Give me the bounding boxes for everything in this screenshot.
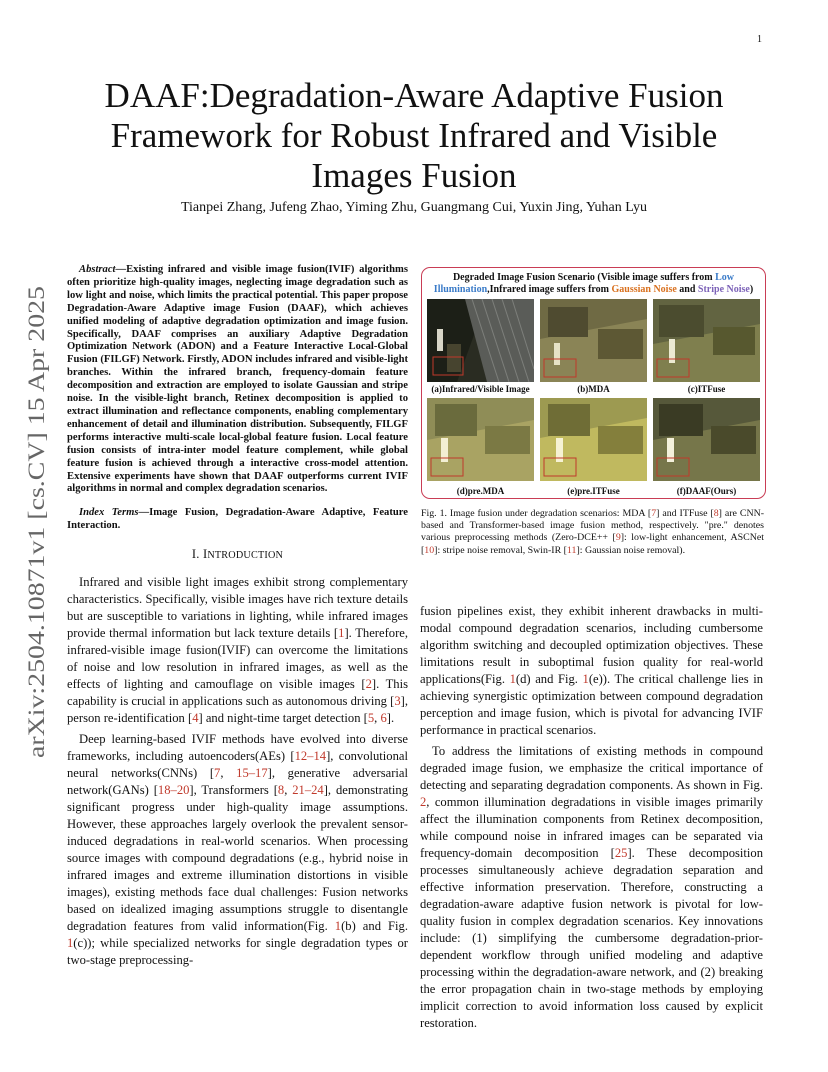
panel-e-label: (e)pre.ITFuse (567, 486, 620, 496)
text: ]: Gaussian noise removal). (576, 544, 686, 556)
figure-panel-a-image (427, 299, 534, 382)
abstract-text: —Existing infrared and visible image fusion(IVIF) algorithms often prioritize high-quality images, neglecting image degradation such as low light and noise, which limits the practical potential. This paper propose Degradation-Aware Adaptive image Fusion (DAAF), which achieves unified modeling of adaptive degradation optimization and image fusion. Specifically, DAAF comprises an auxiliary Adaptive Degradation Optimization Network (ADON) and a Feature Interactive Local-Global Fusion (FILGF) Network. Firstly, ADON includes infrared and visible-light branches. Within the infrared branch, frequency-domain feature decomposition and extraction are employed to isolate Gaussian and stripe noise. In the visible-light branch, Retinex decomposition is applied to extract illumination and reflectance components, enabling complementary enhancement of detail and illumination distribution. Subsequently, FILGF performs interactive multi-scale local-global feature fusion. Local feature fusion consists of intra-inter model feature complement, while global feature fusion is achieved through a interactive cross-model attention. Extensive experiments have shown that DAAF outperforms current IVIF algorithms in normal and complex degradation scenarios. (67, 264, 408, 495)
citation-link[interactable]: 9 (615, 532, 621, 544)
left-column (67, 264, 408, 973)
text: ] and night-time target detection [ (198, 711, 368, 726)
page-number: 1 (757, 34, 762, 45)
text: (d) and Fig. (515, 672, 583, 686)
panel-b-label: (b)MDA (577, 384, 610, 394)
text: ], Transformers [ (189, 783, 278, 798)
intro-paragraph-2 (67, 731, 408, 969)
abstract (67, 264, 408, 496)
figure-panel-c-image (653, 299, 760, 382)
citation-link[interactable]: 2 (365, 677, 372, 692)
section-title-first: I (202, 547, 208, 562)
panel-c-label: (c)ITFuse (687, 384, 726, 394)
figure-panel-b-image (540, 299, 647, 382)
text: ]: stripe noise removal, Swin-IR [ (434, 544, 567, 556)
arxiv-stamp-text: arXiv:2504.10871v1 [cs.CV] 15 Apr 2025 (24, 359, 50, 758)
text: Fig. 1. Image fusion under degradation scenarios: MDA [ (421, 508, 652, 519)
text: (b) and Fig. (341, 919, 408, 934)
text: ]. These decomposition processes simultaneously achieve degradation separation and effective information preservation. Therefore, constructing a degradation-aware adaptive fusion network is pivotal for low-quality fusion in complex degradation scenarios. Key innovations include: (1) simplifying the cumbersome degradation-prior-dependent workflow through unified modeling and adaptive processing within the degradation-aware network, and (2) breaking the error propagation chain in two-stage methods by employing implicit correction to avoid information loss caused by explicit restoration. (420, 846, 763, 1030)
figure-link[interactable]: 1 (509, 672, 516, 686)
text: Degraded Image Fusion Scenario (Visible image suffers from (452, 272, 716, 283)
figure-heading (426, 272, 761, 296)
citation-link[interactable]: 7 (214, 766, 221, 781)
section-heading-introduction (67, 546, 408, 564)
text: ,Infrared image suffers from (487, 284, 612, 295)
intro-paragraph-1 (67, 574, 408, 727)
section-number: I. (191, 547, 200, 562)
stripe-noise-label: Stripe Noise (697, 284, 750, 295)
intro-paragraph-2-continued (420, 603, 763, 739)
citation-link[interactable]: 18–20 (157, 783, 190, 798)
text: ]. This capability is crucial in applications such as autonomous driving [ (67, 677, 409, 709)
figure-link[interactable]: 1 (582, 672, 589, 686)
panel-f-label: (f)DAAF(Ours) (676, 486, 737, 496)
citation-link[interactable]: 3 (394, 694, 401, 709)
index-terms (67, 506, 408, 532)
text: fusion pipelines exist, they exhibit inherent drawbacks in multi-modal compound degradation scenarios, including cumbersome algorithm switching and decoupled optimization objectives. These limitations result in suboptimal fusion quality for real-world applications(Fig. (420, 604, 763, 686)
figure-link[interactable]: 1 (334, 919, 342, 934)
citation-link[interactable]: 11 (566, 544, 577, 556)
text: ]: low-light enhancement, ASCNet [ (421, 532, 764, 556)
abstract-label: Abstract (79, 264, 116, 275)
text: ) (749, 284, 754, 295)
figure-panel-f-image (653, 398, 760, 481)
text: , (220, 766, 237, 781)
citation-link[interactable]: 25 (614, 846, 628, 860)
citation-link[interactable]: 8 (277, 783, 285, 798)
citation-link[interactable]: 4 (192, 711, 199, 726)
text: ], convolutional neural networks(CNNs) [ (67, 749, 408, 781)
citation-link[interactable]: 6 (380, 711, 387, 726)
figure-link[interactable]: 1 (67, 936, 74, 951)
author-list: Tianpei Zhang, Jufeng Zhao, Yiming Zhu, Guangmang Cui, Yuxin Jing, Yuhan Lyu (180, 200, 648, 215)
citation-link[interactable]: 10 (424, 544, 435, 556)
text: ] are CNN-based and Transformer-based image fusion method, respectively. "pre." denotes various preprocessing methods (Zero-DCE++ [ (421, 508, 765, 544)
citation-link[interactable]: 8 (713, 508, 719, 519)
index-terms-label: Index Terms (79, 507, 139, 519)
text: , (284, 783, 293, 798)
panel-a-label: (a)Infrared/Visible Image (431, 384, 530, 394)
text: ], demonstrating significant progress under high-quality image assumptions. However, these approaches largely overlook the prevalent sensor-induced degradations in real-world scenarios. When processing source images with compound degradations (e.g., hybrid noise in infrared images and extreme illumination distortions in visible images), existing methods face dual challenges: Fusion networks based on idealized imaging assumptions struggle to disentangle degradation features from valid information(Fig. (67, 783, 408, 934)
figure-link[interactable]: 2 (420, 795, 427, 809)
figure-panel-e-image (540, 398, 647, 481)
panel-d-label: (d)pre.MDA (456, 486, 505, 496)
text: To address the limitations of existing methods in compound degraded image fusion, we emphasize the critical importance of detecting and separating degradation components. As shown in Fig. (420, 744, 763, 792)
citation-link[interactable]: 21–24 (292, 783, 324, 798)
figure-1 (421, 267, 766, 499)
arxiv-stamp (22, 285, 52, 760)
section-title-rest: NTRODUCTION (207, 550, 284, 562)
text: (e)). The critical challenge lies in achieving synergistic optimization between compound degradation perception and image fusion, which is pivotal for advancing IVIF performance in practical scenarios. (420, 672, 763, 737)
text: , (374, 711, 381, 726)
text: (c)); while specialized networks for single degradation types or two-stage preprocessing- (67, 936, 408, 968)
text: Infrared and visible light images exhibit strong complementary characteristics. Specifically, visible images have rich texture details but are susceptible to variations in lighting, while infrared images provide thermal information but lack texture details [ (67, 575, 408, 641)
intro-paragraph-3 (420, 743, 763, 1032)
text: , common illumination degradations in visible images primarily affect the illumination components from Retinex decomposition, while compound noise in infrared images can be separated via frequency-domain decomposition [ (420, 795, 763, 860)
index-terms-text: —Image Fusion, Degradation-Aware Adaptive, Feature Interaction. (67, 507, 408, 532)
figure-caption (421, 508, 764, 557)
text: ], generative adversarial network(GANs) [ (67, 766, 408, 798)
paper-title: DAAF:Degradation-Aware Adaptive Fusion Framework for Robust Infrared and Visible Images Fusion (104, 76, 724, 195)
figure-panel-d-image (427, 398, 534, 481)
text: ] and ITFuse [ (656, 508, 714, 519)
citation-link[interactable]: 1 (338, 626, 345, 641)
text: ]. Therefore, infrared-visible image fusion(IVIF) can overcome the limitations of noise and low resolution in infrared images, as well as the effects of lighting and camouflage on visible images [ (67, 626, 408, 692)
text: ], person re-identification [ (67, 694, 408, 726)
text: and (676, 284, 698, 295)
gaussian-noise-label: Gaussian Noise (611, 284, 677, 295)
citation-link[interactable]: 15–17 (236, 766, 268, 781)
citation-link[interactable]: 5 (367, 711, 375, 726)
citation-link[interactable]: 7 (651, 508, 657, 519)
text: Deep learning-based IVIF methods have evolved into diverse frameworks, including autoencoders(AEs) [ (67, 732, 408, 764)
right-column (420, 603, 763, 1036)
low-illumination-label: Low Illumination (433, 272, 735, 295)
text: ]. (386, 711, 395, 726)
citation-link[interactable]: 12–14 (294, 749, 327, 764)
